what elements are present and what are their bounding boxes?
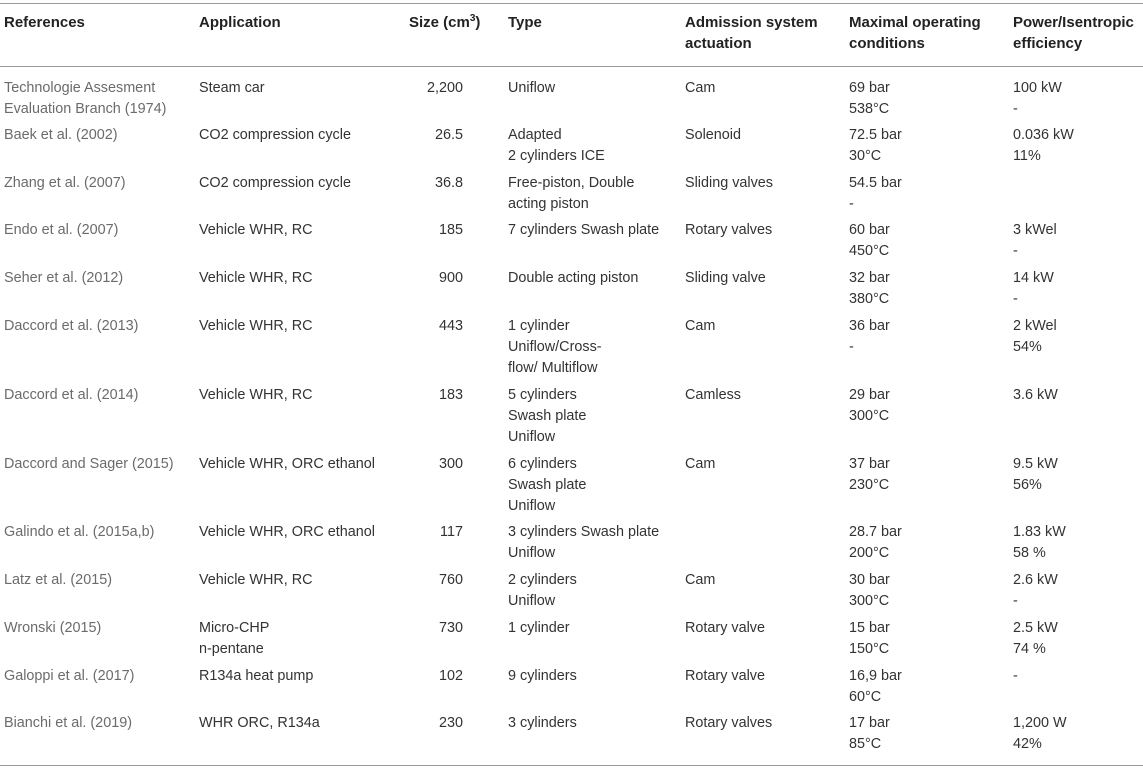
size-cell-value: 230 [438, 715, 463, 731]
reference-cell-line: Bianchi et al. (2019) [4, 715, 132, 731]
actuation-cell-line: Rotary valve [685, 668, 765, 684]
size-cell-value: 36.8 [434, 175, 463, 191]
size-cell [435, 173, 463, 194]
type-cell-line: Uniflow [508, 545, 556, 561]
power-efficiency-cell [1013, 666, 1018, 687]
application-cell-line: Vehicle WHR, RC [199, 222, 313, 238]
application-cell-line: R134a heat pump [199, 668, 314, 684]
application-cell-line: CO2 compression cycle [199, 175, 351, 191]
conditions-cell-line: 72.5 bar [849, 127, 902, 143]
conditions-cell [849, 666, 902, 708]
actuation-cell-line: Cam [685, 80, 716, 96]
actuation-cell [685, 618, 765, 639]
application-cell [199, 268, 313, 289]
conditions-cell-line: 16,9 bar [849, 668, 902, 684]
size-cell [439, 666, 463, 687]
type-cell-line: acting piston [508, 196, 589, 212]
size-cell-value: 730 [438, 620, 463, 636]
actuation-cell-line: Sliding valves [685, 175, 773, 191]
application-cell [199, 618, 269, 660]
reference-cell-line: Wronski (2015) [4, 620, 102, 636]
application-cell [199, 125, 351, 146]
application-cell [199, 173, 351, 194]
type-cell-line: 1 cylinder [508, 318, 570, 334]
power-efficiency-cell-line: 2.6 kW [1013, 572, 1058, 588]
type-cell [508, 713, 577, 734]
power-efficiency-cell-line: 11% [1013, 148, 1041, 164]
conditions-cell [849, 522, 902, 564]
power-efficiency-cell [1013, 316, 1057, 358]
type-cell [508, 268, 638, 289]
type-cell-line: 9 cylinders [508, 668, 577, 684]
type-cell-line: Double acting piston [508, 270, 639, 286]
power-efficiency-cell [1013, 78, 1062, 120]
power-efficiency-cell-line: 9.5 kW [1013, 456, 1058, 472]
application-cell [199, 316, 313, 337]
reference-cell-line: Latz et al. (2015) [4, 572, 112, 588]
conditions-cell-line: 36 bar [849, 318, 890, 334]
power-efficiency-cell-line: 2.5 kW [1013, 620, 1058, 636]
reference-cell-line: Endo et al. (2007) [4, 222, 119, 238]
conditions-cell [849, 316, 890, 358]
type-cell-line: Adapted [508, 127, 562, 143]
power-efficiency-cell [1013, 268, 1054, 310]
type-cell [508, 385, 586, 448]
conditions-cell [849, 173, 902, 215]
size-cell-value: 117 [440, 524, 463, 540]
type-cell-line: Swash plate [508, 477, 587, 493]
reference-cell [4, 666, 134, 687]
reference-cell [4, 268, 123, 289]
reference-cell [4, 385, 138, 406]
type-cell-line: Uniflow [508, 498, 556, 514]
conditions-cell-line: 32 bar [849, 270, 890, 286]
power-efficiency-cell [1013, 385, 1058, 406]
power-efficiency-cell-line: 100 kW [1013, 80, 1062, 96]
actuation-cell-line: Sliding valve [685, 270, 766, 286]
application-cell [199, 385, 313, 406]
header-size: Size $(cm^3)$ [409, 13, 481, 31]
conditions-cell [849, 713, 890, 755]
power-efficiency-cell-line: 1.83 kW [1013, 524, 1066, 540]
application-cell [199, 570, 313, 591]
application-cell [199, 454, 375, 475]
reference-cell [4, 618, 101, 639]
type-cell-line: Uniflow/Cross- [508, 339, 602, 355]
conditions-cell-line: 300°C [849, 408, 890, 424]
application-cell-line: Vehicle WHR, ORC ethanol [199, 456, 375, 472]
header-power-efficiency: Power/Isentropic efficiency [1013, 14, 1134, 52]
conditions-cell [849, 220, 890, 262]
power-efficiency-cell-line: - [1013, 291, 1018, 307]
power-efficiency-cell [1013, 220, 1057, 262]
power-efficiency-cell-line: 0.036 kW [1013, 127, 1074, 143]
actuation-cell-line: Cam [685, 318, 716, 334]
header-admission-actuation: Admission system actuation [685, 14, 818, 52]
reference-cell [4, 570, 112, 591]
application-cell [199, 78, 265, 99]
conditions-cell [849, 385, 890, 427]
power-efficiency-cell-line: - [1013, 593, 1018, 609]
type-cell [508, 666, 577, 687]
reference-cell-line: Zhang et al. (2007) [4, 175, 126, 191]
conditions-cell-line: 150°C [849, 641, 890, 657]
power-efficiency-cell-line: 2 kWel [1013, 318, 1057, 334]
conditions-cell [849, 618, 890, 660]
size-cell [435, 125, 463, 146]
conditions-cell-line: 450°C [849, 243, 890, 259]
type-cell-line: 2 cylinders ICE [508, 148, 605, 164]
reference-cell [4, 78, 166, 120]
size-cell-value: 26.5 [434, 127, 463, 143]
type-cell-line: 2 cylinders [508, 572, 577, 588]
application-cell [199, 522, 375, 543]
conditions-cell [849, 570, 890, 612]
application-cell-line: Micro-CHP [199, 620, 270, 636]
actuation-cell [685, 454, 715, 475]
power-efficiency-cell-line: - [1013, 243, 1018, 259]
actuation-cell [685, 220, 772, 241]
actuation-cell [685, 173, 773, 194]
type-cell-line: Uniflow [508, 593, 556, 609]
header-bottom-rule [0, 66, 1143, 67]
size-cell-value: 2,200 [426, 80, 463, 96]
conditions-cell-line: 28.7 bar [849, 524, 902, 540]
application-cell-line: Vehicle WHR, ORC ethanol [199, 524, 375, 540]
reference-cell [4, 522, 154, 543]
conditions-cell-line: 538°C [849, 101, 890, 117]
conditions-cell-line: 29 bar [849, 387, 890, 403]
conditions-cell [849, 268, 890, 310]
power-efficiency-cell-line: 14 kW [1013, 270, 1054, 286]
conditions-cell-line: - [849, 196, 854, 212]
conditions-cell [849, 78, 890, 120]
conditions-cell-line: 60°C [849, 689, 882, 705]
reference-cell [4, 713, 132, 734]
table-top-rule [0, 3, 1143, 4]
type-cell-line: 1 cylinder [508, 620, 570, 636]
reference-cell-line: Daccord et al. (2013) [4, 318, 139, 334]
application-cell [199, 713, 320, 734]
table-bottom-rule [0, 765, 1143, 766]
size-cell [439, 713, 463, 734]
actuation-cell [685, 570, 715, 591]
application-cell-line: CO2 compression cycle [199, 127, 351, 143]
power-efficiency-cell [1013, 522, 1066, 564]
size-cell [439, 454, 463, 475]
size-cell-value: 183 [438, 387, 463, 403]
application-cell-line: Steam car [199, 80, 265, 96]
power-efficiency-cell-line: 56% [1013, 477, 1042, 493]
actuation-cell-line: Cam [685, 456, 716, 472]
application-cell-line: n-pentane [199, 641, 264, 657]
application-cell-line: Vehicle WHR, RC [199, 318, 313, 334]
header-operating-conditions: Maximal operating conditions [849, 14, 981, 52]
size-cell-value: 300 [438, 456, 463, 472]
reference-cell [4, 173, 126, 194]
actuation-cell [685, 268, 766, 289]
conditions-cell-line: 30 bar [849, 572, 890, 588]
type-cell [508, 78, 555, 99]
reference-cell [4, 125, 118, 146]
power-efficiency-cell-line: 1,200 W [1013, 715, 1067, 731]
application-cell [199, 220, 313, 241]
type-cell-line: Swash plate [508, 408, 587, 424]
actuation-cell [685, 713, 772, 734]
actuation-cell-line: Rotary valves [685, 715, 773, 731]
size-cell [439, 618, 463, 639]
application-cell-line: Vehicle WHR, RC [199, 270, 313, 286]
power-efficiency-cell-line: - [1013, 668, 1018, 684]
conditions-cell-line: - [849, 339, 854, 355]
conditions-cell [849, 454, 890, 496]
actuation-cell [685, 125, 741, 146]
power-efficiency-cell [1013, 618, 1058, 660]
actuation-cell [685, 385, 741, 406]
application-cell [199, 666, 313, 687]
type-cell [508, 570, 577, 612]
reference-cell-line: Seher et al. (2012) [4, 270, 124, 286]
actuation-cell [685, 316, 715, 337]
application-cell-line: WHR ORC, R134a [199, 715, 320, 731]
power-efficiency-cell-line: 42% [1013, 736, 1042, 752]
power-efficiency-cell-line: 58 % [1013, 545, 1046, 561]
reference-cell-line: Baek et al. (2002) [4, 127, 118, 143]
conditions-cell-line: 380°C [849, 291, 890, 307]
type-cell-line: Uniflow [508, 429, 556, 445]
actuation-cell-line: Solenoid [685, 127, 742, 143]
size-cell [427, 78, 463, 99]
reference-cell [4, 316, 138, 337]
reference-cell-line: Daccord et al. (2014) [4, 387, 139, 403]
actuation-cell-line: Cam [685, 572, 716, 588]
power-efficiency-cell-line: - [1013, 101, 1018, 117]
type-cell-line: Free-piston, Double [508, 175, 635, 191]
size-cell-value: 102 [438, 668, 463, 684]
power-efficiency-cell [1013, 570, 1058, 612]
type-cell-line: 7 cylinders Swash plate [508, 222, 660, 238]
type-cell-line: 5 cylinders [508, 387, 577, 403]
conditions-cell-line: 85°C [849, 736, 882, 752]
conditions-cell-line: 54.5 bar [849, 175, 902, 191]
size-cell [439, 316, 463, 337]
size-cell [439, 570, 463, 591]
header-application: Application [199, 14, 281, 31]
size-cell [440, 522, 463, 543]
type-cell [508, 618, 570, 639]
type-cell [508, 220, 659, 241]
reference-cell [4, 220, 118, 241]
type-cell-line: 3 cylinders Swash plate [508, 524, 660, 540]
power-efficiency-cell-line: 74 % [1013, 641, 1046, 657]
size-cell-value: 185 [438, 222, 463, 238]
reference-cell-line: Technologie Assesment [4, 80, 156, 96]
type-cell [508, 522, 659, 564]
header-type: Type [508, 14, 542, 31]
reference-cell-line: Galindo et al. (2015a,b) [4, 524, 155, 540]
conditions-cell-line: 37 bar [849, 456, 890, 472]
actuation-cell [685, 666, 765, 687]
actuation-cell-line: Camless [685, 387, 741, 403]
actuation-cell-line: Rotary valves [685, 222, 773, 238]
conditions-cell-line: 60 bar [849, 222, 890, 238]
type-cell-line: Uniflow [508, 80, 556, 96]
size-cell [439, 220, 463, 241]
size-cell [439, 268, 463, 289]
conditions-cell-line: 69 bar [849, 80, 890, 96]
type-cell [508, 316, 602, 379]
power-efficiency-cell [1013, 713, 1067, 755]
conditions-cell-line: 17 bar [849, 715, 890, 731]
type-cell-line: 6 cylinders [508, 456, 577, 472]
reference-cell-line: Galoppi et al. (2017) [4, 668, 135, 684]
conditions-cell-line: 200°C [849, 545, 890, 561]
size-cell-value: 900 [438, 270, 463, 286]
reference-cell-line: Evaluation Branch (1974) [4, 101, 167, 117]
header-references: References [4, 14, 85, 31]
conditions-cell [849, 125, 902, 167]
application-cell-line: Vehicle WHR, RC [199, 572, 313, 588]
conditions-cell-line: 230°C [849, 477, 890, 493]
conditions-cell-line: 15 bar [849, 620, 890, 636]
power-efficiency-cell-line: 3.6 kW [1013, 387, 1058, 403]
application-cell-line: Vehicle WHR, RC [199, 387, 313, 403]
type-cell-line: flow/ Multiflow [508, 360, 598, 376]
actuation-cell [685, 78, 715, 99]
size-cell-value: 443 [438, 318, 463, 334]
type-cell [508, 125, 605, 167]
power-efficiency-cell [1013, 125, 1074, 167]
power-efficiency-cell [1013, 454, 1058, 496]
conditions-cell-line: 30°C [849, 148, 882, 164]
actuation-cell-line: Rotary valve [685, 620, 765, 636]
type-cell-line: 3 cylinders [508, 715, 577, 731]
size-cell [439, 385, 463, 406]
reference-cell-line: Daccord and Sager (2015) [4, 456, 174, 472]
conditions-cell-line: 300°C [849, 593, 890, 609]
type-cell [508, 454, 586, 517]
reference-cell [4, 454, 174, 475]
type-cell [508, 173, 634, 215]
power-efficiency-cell-line: 54% [1013, 339, 1042, 355]
power-efficiency-cell-line: 3 kWel [1013, 222, 1057, 238]
size-cell-value: 760 [438, 572, 463, 588]
